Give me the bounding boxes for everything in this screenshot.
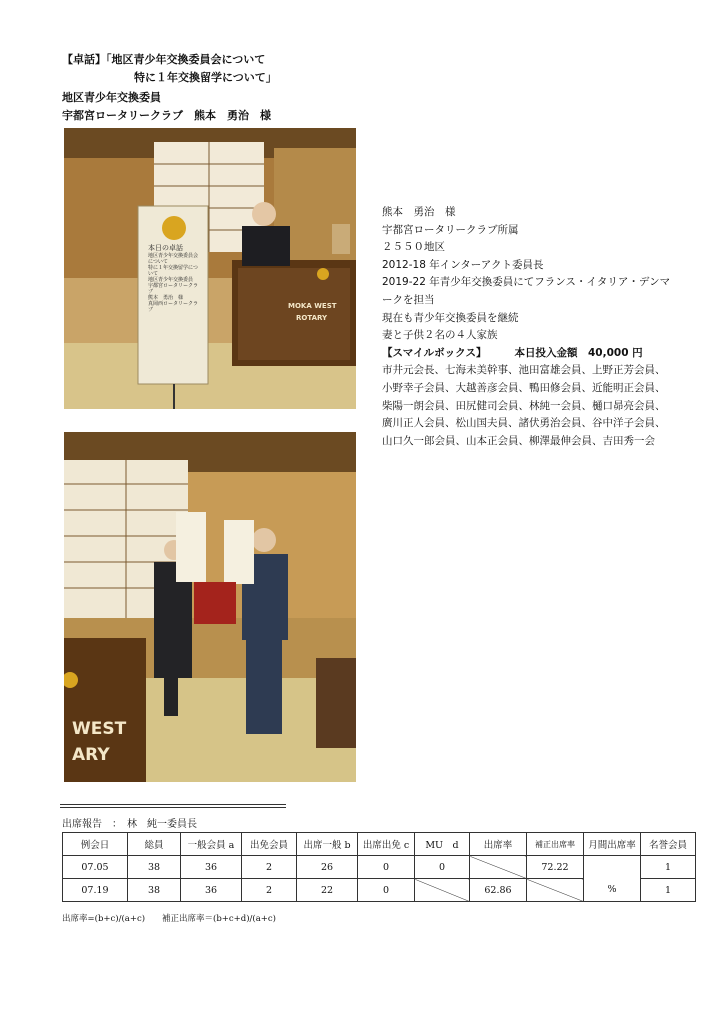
section-divider: [60, 804, 286, 808]
table-row: 07.05 38 36 2 26 0 0 72.22 % 1: [63, 856, 696, 879]
banner-text: 本日の卓話 地区青少年交換委員会について 特に１年交換留学について 地区青少年交換委員 宇都宮ロータリークラブ 熊本 勇治 様 真岡西ロータリークラブ: [148, 244, 199, 313]
podium-label-2: WEST ARY: [72, 719, 127, 765]
diagonal-cell: [527, 879, 584, 902]
photo-flower-presentation: [64, 432, 356, 782]
smile-box-member: 市井元会長、七海未美幹事、池田富雄会員、上野正芳会員、: [382, 364, 666, 377]
smile-box-heading: 【スマイルボックス】 本日投入金額 40,000 円: [382, 346, 643, 359]
smile-box-member: 小野幸子会員、大越善彦会員、鴨田修会員、近能明正会員、: [382, 381, 666, 394]
talk-title-line1: 【卓話】「地区青少年交換委員会について: [62, 53, 266, 66]
speaker-club-name: 宇都宮ロータリークラブ 熊本 勇治 様: [62, 109, 271, 122]
smile-box-member: 廣川正人会員、松山国夫員、諸伏勇治会員、谷中洋子会員、: [382, 417, 666, 430]
table-header-row: 例会日 総員 一般会員 a 出免会員 出席一般 b 出席出免 c MU d 出席率 補正出席率 月間出席率 名誉会員: [63, 833, 696, 856]
podium-label: MOKA WEST ROTARY: [288, 302, 337, 322]
diagonal-cell: [415, 879, 470, 902]
speaker-role: 地区青少年交換委員: [62, 91, 161, 104]
table-row: 07.19 38 36 2 22 0 62.86 1: [63, 879, 696, 902]
talk-title-line2: 特に１年交換留学について」: [134, 71, 277, 84]
speaker-profile: 熊本 勇治 様 宇都宮ロータリークラブ所属 ２５５０地区 2012-18 年インターアクト委員長 2019-22 年青少年交換委員にてフランス・イタリア・デンマ ークを担当 現在も青少年交換委員を継続 妻と子供２名の４人家族 【スマイルボックス】 本日投入金額 40,000 円 市井元会長、七海未美幹事、池田富雄会員、上野正芳会員、 小野幸子会員、大越善彦会員、鴨田修会員、近能明正会員、 柴陽一朗会員、田尻健司会員、林純一会員、樋口昴亮会員、 廣川正人会員、松山国夫員、諸伏勇治会員、谷中洋子会員、 山口久一郎会員、山本正会員、柳澤最伸会員、吉田秀一会: [382, 204, 702, 450]
attendance-table: [62, 832, 696, 902]
attendance-formula: 出席率=(b+c)/(a+c) 補正出席率＝(b+c+d)/(a+c): [62, 914, 276, 924]
monthly-rate-unit: %: [607, 884, 617, 895]
attendance-title: 出席報告 ： 林 純一委員長: [62, 819, 197, 830]
smile-box-member: 山口久一郎会員、山本正会員、柳澤最伸会員、吉田秀一会: [382, 434, 655, 447]
photo-speaker-at-podium: [64, 128, 356, 409]
smile-box-member: 柴陽一朗会員、田尻健司会員、林純一会員、樋口昴亮会員、: [382, 399, 666, 412]
diagonal-cell: [470, 856, 527, 879]
